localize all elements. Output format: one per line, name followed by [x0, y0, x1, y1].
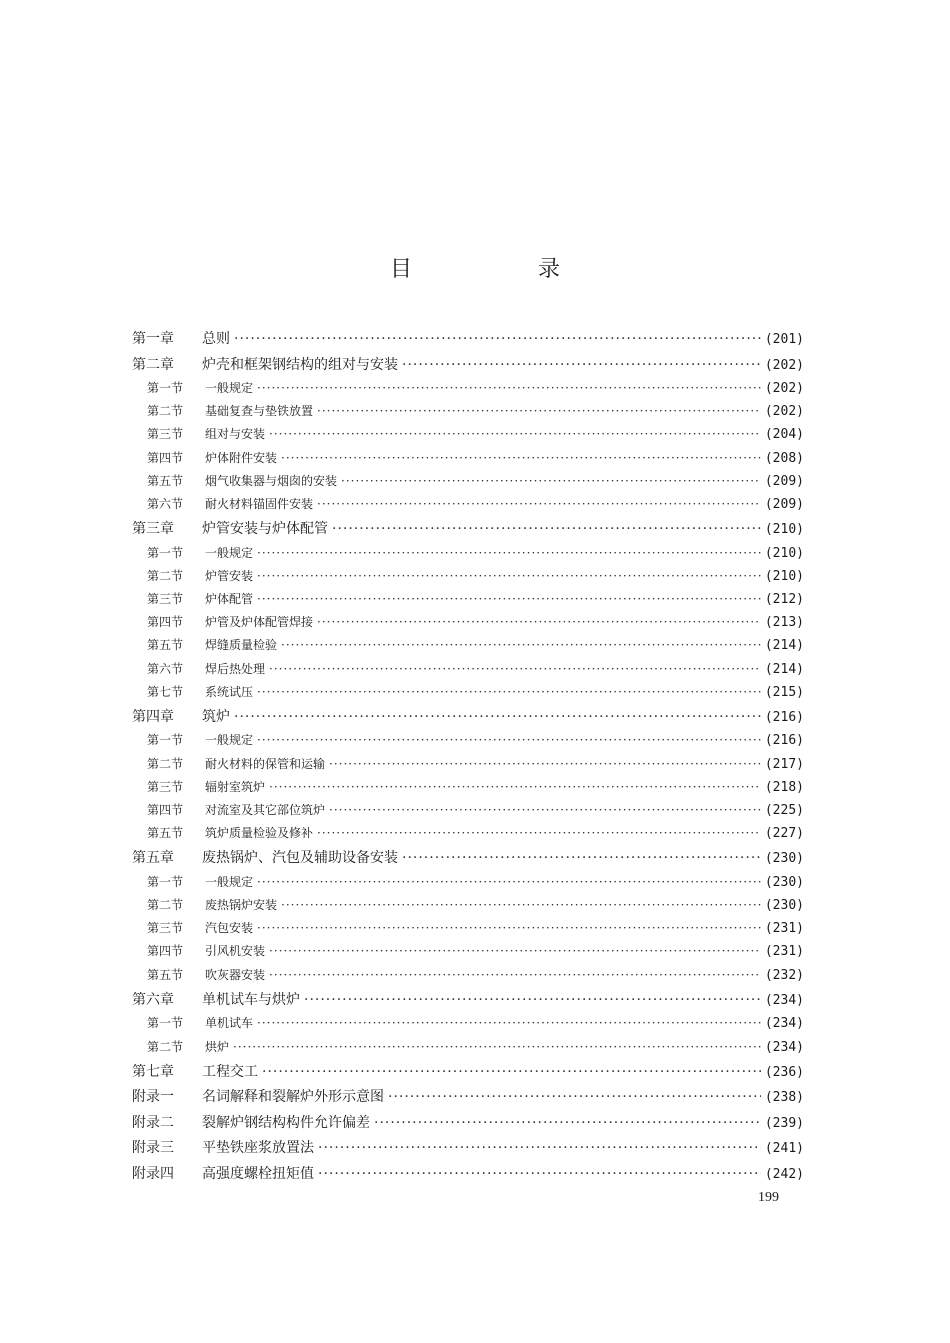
toc-dot-leader: [402, 357, 761, 373]
toc-dot-leader: [269, 968, 761, 982]
toc-section-entry[interactable]: [132, 683, 804, 706]
toc-dot-leader: [317, 404, 761, 418]
toc-dot-leader: [234, 709, 761, 725]
toc-section-entry[interactable]: [132, 613, 804, 636]
toc-section-entry[interactable]: [132, 755, 804, 778]
toc-dot-leader: [374, 1115, 761, 1131]
toc-entry-title: 废热锅炉、汽包及辅助设备安装: [202, 850, 398, 867]
toc-entry-page: (230): [764, 874, 804, 890]
toc-entry-page: (210): [764, 545, 804, 561]
toc-dot-leader: [281, 898, 761, 912]
toc-dot-leader: [257, 592, 761, 606]
toc-entry-number: 第二节: [147, 898, 184, 913]
toc-section-entry[interactable]: [132, 425, 804, 448]
toc-entry-title: 炉壳和框架钢结构的组对与安装: [202, 356, 398, 373]
toc-entry-page: (212): [764, 592, 804, 607]
toc-entry-page: (216): [764, 709, 804, 725]
toc-entry-page: (217): [764, 756, 804, 772]
toc-entry-page: (234): [764, 1016, 804, 1032]
toc-entry-page: (241): [764, 1141, 804, 1157]
toc-entry-title: 一般规定: [205, 381, 254, 395]
toc-dot-leader: [269, 427, 761, 441]
toc-entry-number: 第一节: [147, 545, 184, 560]
toc-chapter-entry[interactable]: [132, 1086, 804, 1112]
toc-entry-page: (214): [764, 638, 804, 654]
toc-chapter-entry[interactable]: [132, 847, 804, 873]
toc-entry-title: 基础复查与垫铁放置: [205, 404, 314, 419]
toc-entry-title: 耐火材料的保管和运输: [205, 756, 326, 771]
toc-dot-leader: [332, 521, 761, 537]
toc-entry-title: 筑炉: [202, 708, 230, 725]
toc-entry-title: 引风机安装: [205, 944, 266, 959]
toc-entry-page: (210): [764, 522, 804, 538]
toc-entry-number: 第一节: [147, 381, 184, 395]
toc-entry-number: 第七章: [132, 1063, 174, 1080]
toc-entry-title: 一般规定: [205, 874, 254, 889]
toc-entry-number: 第二节: [147, 1039, 184, 1054]
toc-entry-page: (231): [764, 944, 804, 960]
toc-dot-leader: [318, 1140, 761, 1156]
toc-entry-number: 第一节: [147, 1016, 184, 1031]
toc-entry-title: 总则: [202, 331, 230, 347]
toc-dot-leader: [388, 1089, 761, 1105]
toc-dot-leader: [329, 803, 761, 817]
toc-entry-number: 第三节: [147, 592, 184, 606]
toc-entry-number: 第五节: [147, 826, 184, 841]
toc-entry-page: (239): [764, 1115, 804, 1131]
toc-section-entry[interactable]: [132, 449, 804, 472]
toc-entry-page: (218): [764, 779, 804, 795]
toc-entry-number: 第三节: [147, 427, 184, 442]
toc-entry-page: (202): [764, 357, 804, 373]
toc-entry-title: 单机试车与烘炉: [202, 991, 300, 1008]
toc-entry-title: 名词解释和裂解炉外形示意图: [202, 1089, 384, 1106]
toc-entry-title: 吹灰器安装: [205, 967, 266, 982]
toc-entry-page: (230): [764, 898, 804, 914]
toc-dot-leader: [329, 757, 761, 771]
toc-dot-leader: [262, 1064, 761, 1080]
toc-section-entry[interactable]: [132, 660, 804, 683]
toc-entry-number: 第四节: [147, 803, 184, 817]
toc-entry-number: 第二节: [147, 568, 184, 583]
toc-entry-page: (215): [764, 684, 804, 700]
toc-entry-title: 耐火材料锚固件安装: [205, 496, 314, 511]
toc-chapter-entry[interactable]: [132, 989, 804, 1015]
toc-entry-number: 第五章: [132, 850, 174, 867]
toc-dot-leader: [234, 331, 761, 347]
toc-dot-leader: [402, 850, 761, 866]
toc-dot-leader: [257, 921, 761, 935]
toc-dot-leader: [269, 944, 761, 958]
toc-entry-number: 第三节: [147, 921, 184, 936]
toc-dot-leader: [257, 685, 761, 699]
toc-chapter-entry[interactable]: [132, 328, 804, 354]
page-number: 199: [758, 1190, 779, 1205]
toc-entry-title: 工程交工: [202, 1063, 258, 1080]
toc-entry-title: 对流室及其它部位筑炉: [205, 803, 326, 817]
toc-entry-title: 组对与安装: [205, 427, 266, 442]
toc-section-entry[interactable]: [132, 919, 804, 942]
toc-entry-page: (230): [764, 851, 804, 867]
toc-dot-leader: [257, 569, 761, 583]
toc-chapter-entry[interactable]: [132, 354, 804, 380]
toc-dot-leader: [269, 780, 761, 794]
toc-entry-number: 第三章: [132, 521, 174, 538]
toc-entry-title: 炉体配管: [205, 592, 254, 606]
toc-entry-page: (227): [764, 826, 804, 842]
toc-dot-leader: [257, 733, 761, 747]
toc-entry-number: 第三节: [147, 779, 184, 794]
toc-chapter-entry[interactable]: [132, 1163, 804, 1189]
toc-section-entry[interactable]: [132, 801, 804, 824]
toc-section-entry[interactable]: [132, 966, 804, 989]
toc-section-entry[interactable]: [132, 824, 804, 847]
toc-entry-title: 炉管安装: [205, 568, 254, 583]
toc-entry-number: 第四章: [132, 708, 174, 725]
toc-entry-page: (210): [764, 568, 804, 584]
toc-entry-page: (204): [764, 427, 804, 443]
toc-dot-leader: [317, 826, 761, 840]
toc-dot-leader: [257, 1016, 761, 1030]
toc-entry-title: 单机试车: [205, 1016, 254, 1031]
toc-chapter-entry[interactable]: [132, 1061, 804, 1087]
toc-chapter-entry[interactable]: [132, 706, 804, 732]
toc-dot-leader: [281, 638, 761, 652]
toc-entry-number: 第二节: [147, 756, 184, 771]
toc-entry-number: 附录二: [132, 1114, 174, 1131]
toc-chapter-entry[interactable]: [132, 1137, 804, 1163]
toc-entry-number: 第一章: [132, 331, 174, 347]
toc-dot-leader: [318, 1166, 761, 1182]
toc-entry-title: 高强度螺栓扭矩值: [202, 1165, 314, 1182]
toc-section-entry[interactable]: [132, 636, 804, 659]
toc-entry-number: 第四节: [147, 450, 184, 465]
toc-entry-number: 第七节: [147, 684, 184, 699]
toc-entry-number: 第二章: [132, 356, 174, 373]
toc-section-entry[interactable]: [132, 942, 804, 965]
toc-dot-leader: [317, 497, 761, 511]
toc-entry-number: 第六章: [132, 991, 174, 1008]
toc-section-entry[interactable]: [132, 731, 804, 754]
toc-entry-number: 第六节: [147, 496, 184, 511]
toc-entry-page: (214): [764, 661, 804, 677]
toc-dot-leader: [257, 875, 761, 889]
toc-entry-page: (213): [764, 615, 804, 631]
toc-entry-page: (202): [764, 381, 804, 396]
toc-dot-leader: [281, 451, 761, 465]
toc-section-entry[interactable]: [132, 873, 804, 896]
toc-section-entry[interactable]: [132, 495, 804, 518]
toc-entry-number: 附录三: [132, 1140, 174, 1157]
toc-section-entry[interactable]: [132, 1038, 804, 1061]
toc-entry-title: 系统试压: [205, 684, 254, 699]
toc-chapter-entry[interactable]: [132, 518, 804, 544]
toc-entry-title: 辐射室筑炉: [205, 779, 266, 794]
toc-entry-number: 第四节: [147, 615, 184, 630]
toc-entry-title: 一般规定: [205, 733, 254, 748]
toc-entry-page: (209): [764, 473, 804, 489]
toc-entry-page: (232): [764, 967, 804, 983]
page-title: 目 录: [389, 257, 612, 282]
toc-entry-page: (202): [764, 404, 804, 420]
toc-entry-number: 第六节: [147, 661, 184, 676]
toc-entry-page: (234): [764, 992, 804, 1008]
toc-section-entry[interactable]: [132, 590, 804, 613]
toc-entry-page: (236): [764, 1064, 804, 1080]
toc-section-entry[interactable]: [132, 778, 804, 801]
toc-entry-number: 第五节: [147, 638, 184, 653]
toc-entry-title: 废热锅炉安装: [205, 898, 278, 913]
toc-dot-leader: [269, 662, 761, 676]
toc-entry-title: 烘炉: [205, 1039, 230, 1054]
toc-entry-page: (238): [764, 1090, 804, 1106]
toc-dot-leader: [304, 992, 761, 1008]
toc-entry-title: 烟气收集器与烟囱的安装: [205, 473, 338, 488]
toc-entry-title: 裂解炉钢结构构件允许偏差: [202, 1114, 370, 1131]
toc-entry-number: 第二节: [147, 404, 184, 419]
toc-entry-page: (225): [764, 803, 804, 818]
toc-entry-number: 第一节: [147, 733, 184, 748]
toc-entry-title: 一般规定: [205, 545, 254, 560]
table-of-contents: [132, 328, 804, 1188]
toc-entry-title: 炉管及炉体配管焊接: [205, 615, 314, 630]
toc-entry-page: (209): [764, 496, 804, 512]
toc-dot-leader: [257, 381, 761, 395]
toc-dot-leader: [317, 615, 761, 629]
toc-section-entry[interactable]: [132, 379, 804, 402]
toc-entry-page: (242): [764, 1166, 804, 1182]
toc-chapter-entry[interactable]: [132, 1112, 804, 1138]
toc-entry-page: (231): [764, 921, 804, 937]
toc-entry-page: (216): [764, 733, 804, 749]
toc-entry-number: 附录四: [132, 1165, 174, 1182]
toc-dot-leader: [257, 546, 761, 560]
toc-entry-page: (208): [764, 450, 804, 466]
toc-entry-title: 筑炉质量检验及修补: [205, 826, 314, 841]
toc-dot-leader: [341, 474, 761, 488]
toc-entry-title: 炉管安装与炉体配管: [202, 521, 328, 538]
toc-entry-title: 汽包安装: [205, 921, 254, 936]
toc-entry-number: 第一节: [147, 874, 184, 889]
toc-entry-number: 第五节: [147, 967, 184, 982]
toc-section-entry[interactable]: [132, 472, 804, 495]
toc-entry-title: 焊缝质量检验: [205, 638, 278, 653]
toc-section-entry[interactable]: [132, 1014, 804, 1037]
toc-entry-number: 第四节: [147, 944, 184, 959]
toc-section-entry[interactable]: [132, 402, 804, 425]
toc-entry-title: 平垫铁座浆放置法: [202, 1140, 314, 1157]
toc-entry-page: (201): [764, 332, 804, 347]
toc-section-entry[interactable]: [132, 544, 804, 567]
toc-entry-number: 附录一: [132, 1089, 174, 1106]
toc-entry-title: 焊后热处理: [205, 661, 266, 676]
toc-dot-leader: [233, 1040, 761, 1054]
toc-section-entry[interactable]: [132, 567, 804, 590]
toc-entry-title: 炉体附件安装: [205, 450, 278, 465]
toc-entry-number: 第五节: [147, 473, 184, 488]
toc-entry-page: (234): [764, 1039, 804, 1055]
toc-section-entry[interactable]: [132, 896, 804, 919]
